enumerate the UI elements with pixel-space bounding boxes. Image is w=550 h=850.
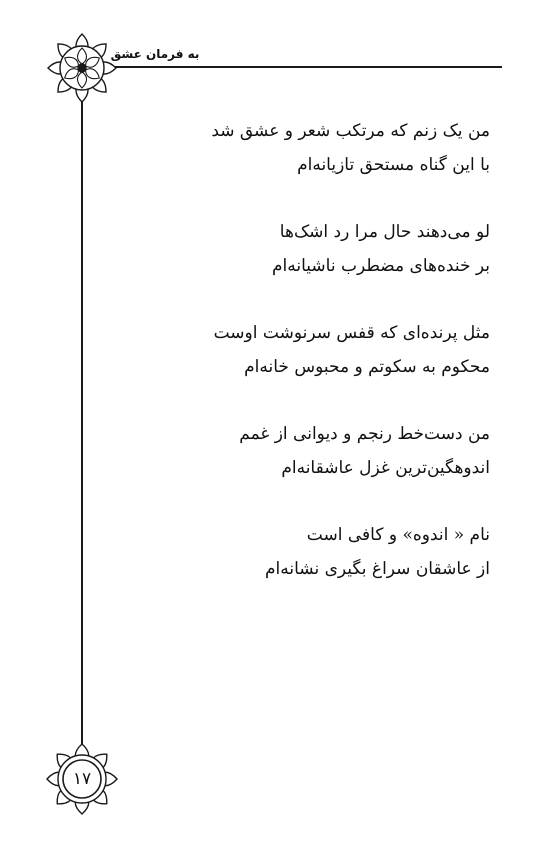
verse-line: من یک زنم که مرتکب شعر و عشق شد: [211, 121, 490, 141]
stanza: [160, 114, 490, 182]
verse-line: من دست‌خط رنجم و دیوانی از غمم: [239, 424, 490, 444]
verse-line: محکوم به سکوتم و محبوس خانه‌ام: [244, 357, 490, 377]
margin-rule: [81, 100, 83, 750]
stanza: [160, 316, 490, 384]
verse-line: با این گناه مستحق تازیانه‌ام: [297, 155, 490, 175]
verse-line: مثل پرنده‌ای که قفس سرنوشت اوست: [213, 323, 490, 343]
verse-line: نام « اندوه» و کافی است: [306, 525, 490, 545]
page-number: ۱۷: [72, 769, 92, 789]
running-header-title: به فرمان عشق: [110, 47, 200, 61]
stanza: [160, 417, 490, 485]
poem-body: [160, 114, 490, 619]
verse-line: از عاشقان سراغ بگیری نشانه‌ام: [265, 559, 490, 579]
verse-line: بر خنده‌های مضطرب ناشیانه‌ام: [272, 256, 490, 276]
floral-rosette-icon: [44, 30, 120, 106]
verse-line: لو می‌دهند حال مرا رد اشک‌ها: [279, 222, 490, 242]
header-rule: [110, 66, 502, 68]
stanza: [160, 518, 490, 586]
stanza: [160, 215, 490, 283]
verse-line: اندوهگین‌ترین غزل عاشقانه‌ام: [281, 458, 490, 478]
